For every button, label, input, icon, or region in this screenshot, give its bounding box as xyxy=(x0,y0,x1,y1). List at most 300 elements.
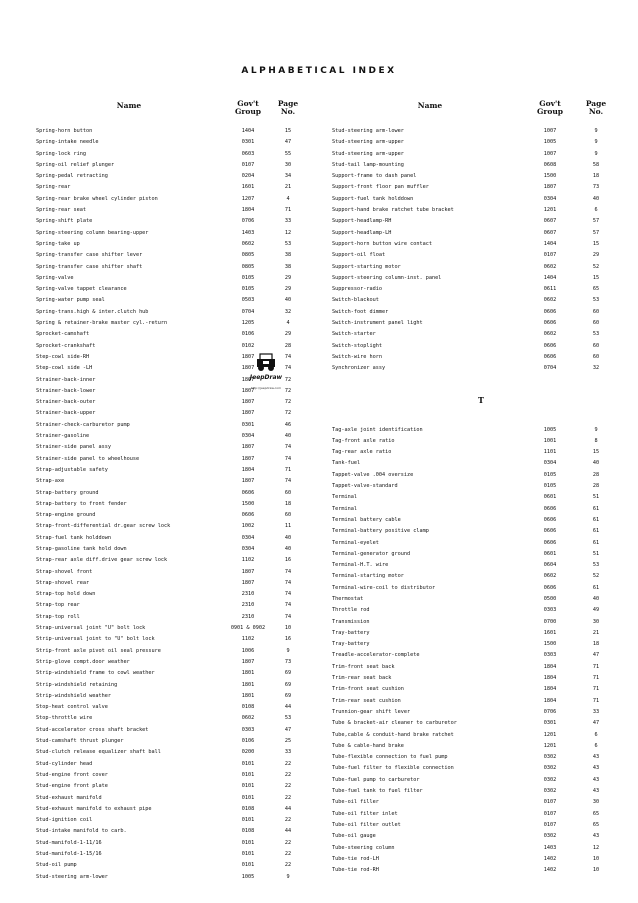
entry-group: 1005 xyxy=(241,873,255,880)
entry-group: 0602 xyxy=(543,331,557,338)
entry-group: 1807 xyxy=(241,410,255,417)
entry-name: Tube-steering column xyxy=(332,844,395,851)
entry-group: 1207 xyxy=(241,195,255,202)
entry-page: 57 xyxy=(592,229,600,236)
index-entry xyxy=(330,865,632,876)
index-entry xyxy=(34,182,316,193)
index-entry xyxy=(34,431,316,442)
entry-name: Trim-rear seat cushion xyxy=(332,697,401,704)
entry-group: 1205 xyxy=(241,320,255,327)
entry-group: 1801 xyxy=(241,681,255,688)
entry-group: 1807 xyxy=(241,568,255,575)
entry-page: 43 xyxy=(592,765,600,772)
entry-name: Strap-front-differential dr.gear screw lock xyxy=(36,523,171,530)
entry-group: 0606 xyxy=(241,489,255,496)
jeep-icon xyxy=(255,350,277,372)
index-entry xyxy=(34,521,316,532)
index-entry xyxy=(34,747,316,758)
index-entry xyxy=(330,639,632,650)
index-entry xyxy=(34,680,316,691)
entry-group: 0602 xyxy=(543,263,557,270)
entry-name: Spring-horn button xyxy=(36,128,93,134)
entry-page: 28 xyxy=(592,483,600,490)
entry-page: 49 xyxy=(592,607,600,614)
entry-group: 0108 xyxy=(241,704,255,711)
entry-name: Tube-tie rod-RH xyxy=(332,867,379,874)
index-entry xyxy=(34,273,316,284)
index-entry xyxy=(330,617,632,628)
entry-name: Tube & cable-hand brake xyxy=(332,742,404,749)
index-entry xyxy=(34,713,316,724)
entry-group: 1807 xyxy=(241,658,255,665)
index-entry xyxy=(330,730,632,741)
entry-page: 6 xyxy=(594,207,598,214)
entry-name: Strap-top rear xyxy=(36,602,80,609)
entry-group: 0503 xyxy=(241,297,255,304)
index-entry xyxy=(330,425,632,436)
entry-group: 1404 xyxy=(241,128,255,134)
header-page-line2: No. xyxy=(588,107,604,116)
index-entry xyxy=(34,838,316,849)
entry-page: 71 xyxy=(592,697,600,704)
entry-group: 0500 xyxy=(543,595,557,602)
index-entry xyxy=(34,420,316,431)
entry-page: 40 xyxy=(592,595,600,602)
entry-page: 29 xyxy=(592,252,600,259)
entry-group: 0107 xyxy=(543,799,557,806)
index-entry xyxy=(34,307,316,318)
entry-name: Support-headlamp-LH xyxy=(332,229,392,236)
entry-group: 1804 xyxy=(241,207,255,214)
index-entry xyxy=(34,770,316,781)
index-column-right xyxy=(330,100,632,876)
entry-page: 60 xyxy=(592,320,600,327)
entry-group: 0108 xyxy=(241,828,255,835)
entry-group: 0607 xyxy=(543,229,557,236)
entry-page: 32 xyxy=(592,365,600,372)
entry-group: 0106 xyxy=(241,331,255,338)
entry-group: 1804 xyxy=(241,466,255,473)
index-entry xyxy=(330,470,632,481)
index-entry xyxy=(330,786,632,797)
index-entry xyxy=(330,650,632,661)
entry-page: 72 xyxy=(284,376,292,383)
entry-page: 22 xyxy=(284,862,292,869)
entry-name: Spring-lock ring xyxy=(36,150,86,157)
entry-group: 1807 xyxy=(543,184,557,191)
index-entry xyxy=(34,442,316,453)
entry-group: 1804 xyxy=(543,686,557,693)
entry-page: 18 xyxy=(284,500,292,507)
index-list-left xyxy=(34,126,316,883)
entry-page: 43 xyxy=(592,754,600,761)
entry-name: Stud-exhaust manifold xyxy=(36,794,102,801)
index-entry xyxy=(34,510,316,521)
entry-page: 69 xyxy=(284,670,292,677)
entry-name: Spring-steering column bearing-upper xyxy=(36,229,149,236)
entry-page: 4 xyxy=(286,195,290,202)
index-entry xyxy=(330,363,632,374)
index-entry xyxy=(330,763,632,774)
entry-name: Strap-top hold down xyxy=(36,591,96,598)
index-entry xyxy=(34,126,316,137)
entry-group: 0107 xyxy=(543,252,557,259)
entry-name: Strainer-back-outer xyxy=(36,399,96,406)
index-entry xyxy=(34,250,316,261)
entry-page: 40 xyxy=(592,195,600,202)
entry-group: 1601 xyxy=(543,629,557,636)
entry-name: Strainer-back-lower xyxy=(36,387,96,394)
entry-group: 0301 xyxy=(241,139,255,146)
entry-page: 46 xyxy=(284,421,292,428)
entry-page: 22 xyxy=(284,817,292,824)
entry-name: Strainer-check-carburetor pump xyxy=(36,421,130,428)
entry-page: 10 xyxy=(284,625,292,632)
entry-page: 69 xyxy=(284,692,292,699)
index-entry xyxy=(34,408,316,419)
index-entry xyxy=(34,318,316,329)
entry-group: 1804 xyxy=(543,697,557,704)
entry-name: Stud-tail lamp-mounting xyxy=(332,161,404,168)
entry-name: Suppressor-radio xyxy=(332,286,382,293)
entry-name: Strip-front axle pivot oil seal pressure xyxy=(36,647,161,654)
entry-name: Strap-gasoline tank hold down xyxy=(36,545,127,552)
entry-group: 1102 xyxy=(241,636,255,643)
entry-name: Treadle-accelerator-complete xyxy=(332,652,420,659)
entry-name: Terminal-H.T. wire xyxy=(332,562,389,569)
index-entry xyxy=(330,594,632,605)
entry-page: 61 xyxy=(592,584,600,591)
entry-name: Tray-battery xyxy=(332,629,370,636)
entry-name: Support-front floor pan muffler xyxy=(332,184,429,191)
entry-page: 4 xyxy=(286,320,290,327)
entry-name: Spring-rear seat xyxy=(36,207,86,214)
index-entry xyxy=(34,736,316,747)
index-entry xyxy=(330,329,632,340)
entry-group: 0106 xyxy=(241,738,255,745)
entry-name: Step-cowl side-RH xyxy=(36,353,90,360)
index-entry xyxy=(330,262,632,273)
entry-name: Tappet-valve-standard xyxy=(332,483,398,490)
entry-page: 22 xyxy=(284,794,292,801)
entry-page: 18 xyxy=(592,641,600,648)
index-entry xyxy=(34,262,316,273)
index-entry xyxy=(330,160,632,171)
entry-page: 29 xyxy=(284,274,292,281)
index-entry xyxy=(34,205,316,216)
entry-page: 8 xyxy=(594,437,598,444)
entry-group: 1807 xyxy=(241,376,255,383)
index-entry xyxy=(330,696,632,707)
entry-page: 71 xyxy=(592,663,600,670)
header-group-line1: Gov't xyxy=(237,99,259,108)
entry-page: 15 xyxy=(592,240,600,247)
entry-page: 65 xyxy=(592,286,600,293)
entry-name: Spring-rear brake wheel cylinder piston xyxy=(36,195,158,202)
entry-name: Tag-axle joint identification xyxy=(332,426,423,433)
entry-group: 2310 xyxy=(241,602,255,609)
index-entry xyxy=(34,454,316,465)
entry-group: 0304 xyxy=(241,433,255,440)
entry-page: 43 xyxy=(592,833,600,840)
index-entry xyxy=(330,526,632,537)
entry-name: Spring-shift plate xyxy=(36,218,93,225)
entry-group: 1403 xyxy=(241,229,255,236)
index-entry xyxy=(330,560,632,571)
index-entry xyxy=(330,707,632,718)
index-entry xyxy=(330,549,632,560)
entry-name: Tube-oil gauge xyxy=(332,833,376,840)
entry-group: 0704 xyxy=(543,365,557,372)
entry-group: 0606 xyxy=(543,539,557,546)
index-entry xyxy=(330,741,632,752)
entry-group: 0101 xyxy=(241,817,255,824)
entry-group: 0303 xyxy=(543,652,557,659)
entry-group: 1404 xyxy=(543,240,557,247)
index-entry xyxy=(34,702,316,713)
index-entry xyxy=(34,623,316,634)
header-group-line1: Gov't xyxy=(539,99,561,108)
index-entry xyxy=(330,250,632,261)
entry-name: Spring-valve tappet clearance xyxy=(36,286,127,293)
entry-page: 38 xyxy=(284,252,292,259)
header-page xyxy=(274,100,302,116)
index-entry xyxy=(330,504,632,515)
index-entry xyxy=(330,205,632,216)
entry-group: 1801 xyxy=(241,692,255,699)
entry-group: 0602 xyxy=(241,715,255,722)
index-entry xyxy=(330,583,632,594)
header-group-line2: Group xyxy=(234,107,262,116)
index-entry xyxy=(330,571,632,582)
entry-group: 1201 xyxy=(543,742,557,749)
entry-page: 60 xyxy=(592,308,600,315)
entry-name: Thermostat xyxy=(332,595,364,602)
entry-name: Terminal xyxy=(332,494,357,501)
entry-page: 28 xyxy=(284,342,292,349)
entry-group: 1007 xyxy=(543,128,557,134)
entry-page: 52 xyxy=(592,573,600,580)
entry-page: 72 xyxy=(284,410,292,417)
entry-page: 53 xyxy=(284,715,292,722)
entry-name: Support-horn button wire contact xyxy=(332,240,432,247)
entry-group: 0204 xyxy=(241,173,255,180)
entry-page: 71 xyxy=(284,466,292,473)
entry-page: 22 xyxy=(284,851,292,857)
entry-group: 1006 xyxy=(241,647,255,654)
entry-group: 0606 xyxy=(543,505,557,512)
entry-page: 15 xyxy=(284,128,292,134)
entry-group: 0602 xyxy=(543,573,557,580)
index-entry xyxy=(330,628,632,639)
entry-name: Trim-front seat back xyxy=(332,663,395,670)
index-entry xyxy=(34,544,316,555)
entry-group: 0302 xyxy=(543,754,557,761)
entry-page: 40 xyxy=(284,297,292,304)
entry-group: 0604 xyxy=(543,562,557,569)
entry-group: 0101 xyxy=(241,760,255,767)
entry-name: Support-frame to dash panel xyxy=(332,173,417,180)
entry-group: 0603 xyxy=(241,150,255,157)
index-entry xyxy=(34,849,316,860)
entry-page: 9 xyxy=(594,150,598,157)
entry-name: Stud-ignition coil xyxy=(36,817,93,824)
entry-name: Spring-oil relief plunger xyxy=(36,161,115,168)
index-entry xyxy=(330,273,632,284)
entry-page: 73 xyxy=(592,184,600,191)
entry-group: 0107 xyxy=(543,810,557,817)
entry-page: 74 xyxy=(284,365,292,372)
index-list-right-t xyxy=(330,425,632,877)
entry-page: 74 xyxy=(284,353,292,360)
index-entry xyxy=(34,329,316,340)
entry-page: 43 xyxy=(592,788,600,795)
index-entry xyxy=(34,634,316,645)
entry-name: Spring-transfer case shifter shaft xyxy=(36,263,143,270)
entry-group: 0706 xyxy=(543,708,557,715)
entry-name: Sprocket-crankshaft xyxy=(36,342,96,349)
index-entry xyxy=(330,458,632,469)
index-entry xyxy=(330,752,632,763)
entry-page: 6 xyxy=(594,742,598,749)
index-entry xyxy=(330,538,632,549)
jeepdraw-logo xyxy=(239,350,293,394)
entry-page: 47 xyxy=(592,720,600,727)
entry-name: Stud-cylinder head xyxy=(36,760,93,767)
entry-group: 1201 xyxy=(543,731,557,738)
entry-name: Strip-windshield frame to cowl weather xyxy=(36,670,155,677)
index-entry xyxy=(34,589,316,600)
index-entry xyxy=(34,646,316,657)
entry-name: Sprocket-camshaft xyxy=(36,331,90,338)
entry-name: Strap-engine ground xyxy=(36,512,96,519)
entry-name: Spring-take up xyxy=(36,240,80,247)
entry-page: 65 xyxy=(592,821,600,828)
entry-page: 71 xyxy=(592,675,600,682)
entry-name: Strap-shovel rear xyxy=(36,579,90,586)
entry-page: 58 xyxy=(592,161,600,168)
entry-group: 0601 xyxy=(543,550,557,557)
entry-group: 1001 xyxy=(543,437,557,444)
entry-group: 0107 xyxy=(543,821,557,828)
entry-page: 61 xyxy=(592,539,600,546)
entry-page: 9 xyxy=(594,426,598,433)
entry-name: Tank-fuel xyxy=(332,460,361,467)
entry-name: Spring-water pump seal xyxy=(36,297,105,304)
entry-page: 60 xyxy=(592,342,600,349)
entry-page: 29 xyxy=(284,331,292,338)
entry-name: Stop-throttle wire xyxy=(36,715,93,722)
entry-name: Strap-top roll xyxy=(36,613,80,620)
index-list-right-s xyxy=(330,126,632,375)
entry-name: Tappet-valve .004 oversize xyxy=(332,471,414,478)
index-entry xyxy=(330,684,632,695)
entry-name: Stud-steering arm-upper xyxy=(332,150,404,157)
entry-name: Stop-heat control valve xyxy=(36,704,108,711)
entry-group: 0101 xyxy=(241,794,255,801)
entry-group: 1500 xyxy=(543,641,557,648)
index-entry xyxy=(330,284,632,295)
index-entry xyxy=(34,488,316,499)
entry-group: 0303 xyxy=(543,607,557,614)
entry-name: Support-fuel tank holddown xyxy=(332,195,414,202)
entry-group: 1807 xyxy=(241,399,255,406)
entry-page: 72 xyxy=(284,399,292,406)
index-entry xyxy=(34,860,316,871)
entry-page: 21 xyxy=(284,184,292,191)
entry-page: 40 xyxy=(284,545,292,552)
entry-name: Stud-oil pump xyxy=(36,862,77,869)
entry-page: 74 xyxy=(284,568,292,575)
entry-group: 1002 xyxy=(241,523,255,530)
entry-name: Stud-engine front cover xyxy=(36,771,108,778)
entry-name: Stud-intake manifold to carb. xyxy=(36,828,127,835)
entry-name: Spring-intake needle xyxy=(36,139,99,146)
index-entry xyxy=(330,797,632,808)
entry-name: Terminal-wire-coil to distributor xyxy=(332,584,436,591)
entry-group: 0606 xyxy=(543,584,557,591)
entry-name: Strainer-gasoline xyxy=(36,433,90,440)
index-entry xyxy=(330,182,632,193)
index-entry xyxy=(330,436,632,447)
entry-group: 0606 xyxy=(241,512,255,519)
index-entry xyxy=(330,137,632,148)
entry-page: 30 xyxy=(284,161,292,168)
entry-page: 16 xyxy=(284,636,292,643)
entry-group: 1005 xyxy=(543,139,557,146)
index-entry xyxy=(34,499,316,510)
entry-name: Tube-fuel tank to fuel filter xyxy=(332,788,423,795)
entry-group: 0304 xyxy=(241,545,255,552)
entry-page: 25 xyxy=(284,738,292,745)
index-entry xyxy=(34,216,316,227)
entry-name: Strap-battery to front fender xyxy=(36,500,127,507)
entry-group: 0606 xyxy=(543,353,557,360)
entry-name: Throttle rod xyxy=(332,607,370,614)
entry-page: 61 xyxy=(592,516,600,523)
entry-name: Tag-front axle ratio xyxy=(332,437,395,444)
entry-group: 1101 xyxy=(543,449,557,456)
entry-page: 28 xyxy=(592,471,600,478)
index-entry xyxy=(330,481,632,492)
entry-page: 22 xyxy=(284,783,292,790)
entry-page: 15 xyxy=(592,274,600,281)
index-entry xyxy=(34,149,316,160)
entry-page: 10 xyxy=(592,867,600,874)
index-entry xyxy=(330,228,632,239)
entry-page: 47 xyxy=(592,652,600,659)
header-page-line1: Page xyxy=(277,99,299,108)
index-entry xyxy=(34,397,316,408)
index-entry xyxy=(330,126,632,137)
entry-name: Step-cowl side -LH xyxy=(36,365,93,372)
entry-group: 1007 xyxy=(543,150,557,157)
entry-page: 9 xyxy=(286,873,290,880)
index-entry xyxy=(330,194,632,205)
entry-name: Strainer-back-inner xyxy=(36,376,96,383)
entry-page: 53 xyxy=(592,562,600,569)
header-name: Name xyxy=(116,101,142,110)
entry-name: Tag-rear axle ratio xyxy=(332,449,392,456)
entry-group: 0101 xyxy=(241,783,255,790)
index-entry xyxy=(330,809,632,820)
entry-page: 69 xyxy=(284,681,292,688)
entry-group: 0301 xyxy=(241,421,255,428)
entry-page: 74 xyxy=(284,444,292,451)
entry-page: 33 xyxy=(284,218,292,225)
entry-group: 0611 xyxy=(543,286,557,293)
entry-group: 0302 xyxy=(543,765,557,772)
